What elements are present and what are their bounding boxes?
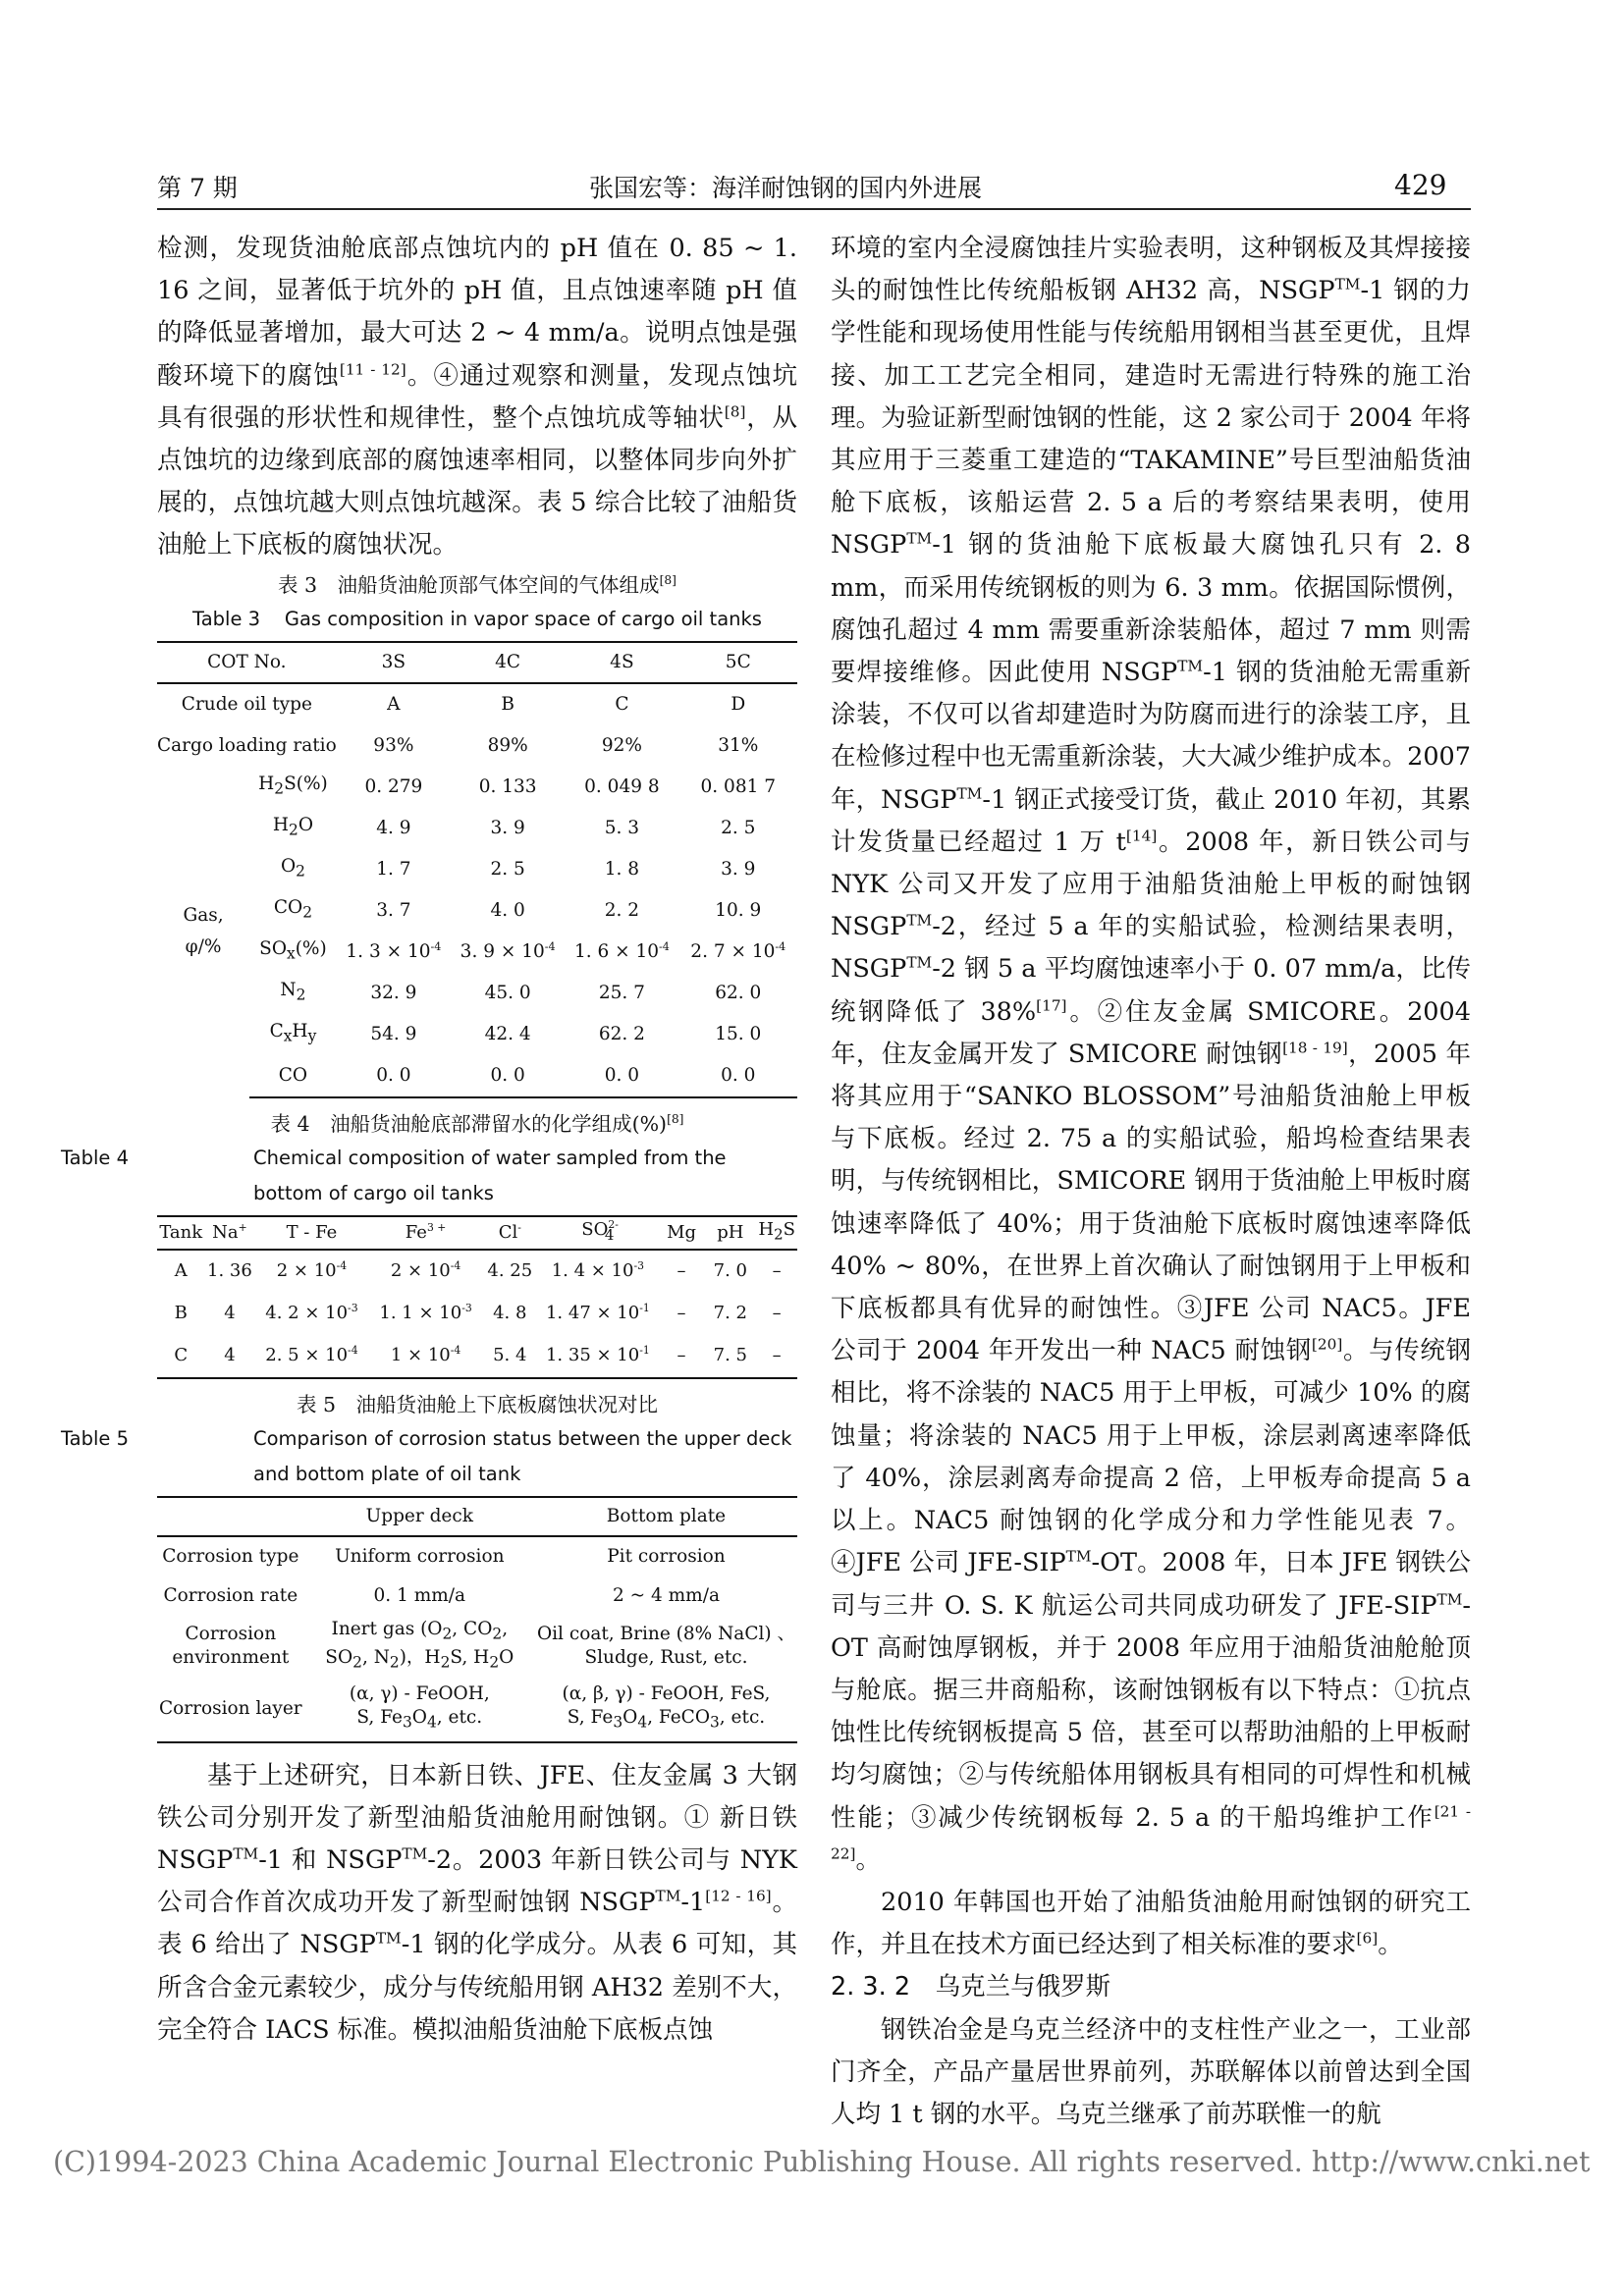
table3-caption-en: Table 3 Gas composition in vapor space of cargo oil tanks [192, 607, 762, 630]
right-column [831, 228, 1471, 2136]
copyright-footer: (C)1994-2023 China Academic Journal Electronic Publishing House. All rights reserved. http://www.cnki.net [53, 2146, 1591, 2178]
table-row: $O_2$ 1. 7 2. 5 1. 8 3. 9 [280, 856, 756, 881]
paragraph: 钢铁冶金是乌克兰经济中的支柱性产业之一，工业部门齐全，产品产量居世界前列，苏联解体以前曾达到全国人均 1 t 钢的水平。乌克兰继承了前苏联惟一的航 [831, 2014, 1471, 2129]
paragraph: 基于上述研究，日本新日铁、JFE、住友金属 3 大钢铁公司分别开发了新型油船货油舱用耐蚀钢。① 新日铁 NSGP™-1 和 NSGP™-2。2003 年新日铁公司与 NYK 公司合作首次成功开发了新型耐蚀钢 NSGP™-1[12 - 16]。表 6 给出了 NSGP™-1 钢的化学成分。从表 6 可知，其所含合金元素较少，成分与传统船用钢 AH32 差别不大，完全符合 IACS 标准。模拟油船货油舱下底板点蚀 [157, 1760, 797, 2045]
table3-caption-zh: 表 3 油船货油舱顶部气体空间的气体组成[8] [278, 572, 677, 597]
table4-caption-en: Table 4 Chemical composition of water sampled from the bottom of cargo oil tanks [61, 1146, 727, 1204]
citation: [21 - 22] [831, 1802, 1471, 1863]
citation: [20] [1311, 1335, 1343, 1354]
table-row: Corrosion rate 0. 1 mm/a 2 ~ 4 mm/a [163, 1584, 720, 1606]
table-4 [157, 1215, 797, 1379]
table-row: $N_2$ 32. 9 45. 0 25. 7 62. 0 [280, 980, 762, 1004]
citation: [17] [1036, 996, 1067, 1015]
table-header-row: Upper deck Bottom plate [157, 1497, 797, 1536]
table-row: Gas, φ/% $H_2S(\%)$ 0. 279 0. 133 0. 049 8 0. 081 7 [157, 767, 797, 808]
section-heading: 2. 3. 2 乌克兰与俄罗斯 [831, 1972, 1111, 2002]
table-row: $C_xH_y$ 54. 9 42. 4 62. 2 15. 0 [269, 1021, 762, 1045]
table4-caption-zh: 表 4 油船货油舱底部滞留水的化学组成(%)[8] [270, 1111, 684, 1136]
table5-caption-en: Table 5 Comparison of corrosion status between the upper deck and bottom plate of oil tank [61, 1426, 792, 1485]
left-column [61, 228, 797, 2052]
table-row: $H_2O$ 4. 9 3. 9 5. 3 2. 5 [272, 815, 756, 839]
table-row: Corrosion type Uniform corrosion Pit corrosion [162, 1545, 726, 1567]
paragraph: 2010 年韩国也开始了油船货油舱用耐蚀钢的研究工作，并且在技术方面已经达到了相关标准的要求[6]。 [831, 1887, 1471, 1960]
citation: [14] [1125, 827, 1158, 845]
table-header-row: COT No. 3S 4C 4S 5C [157, 642, 797, 683]
page-number: 429 [1394, 169, 1447, 201]
citation: [8] [724, 402, 746, 421]
table-row: Crude oil type A B C D [181, 693, 746, 715]
running-title: 张国宏等：海洋耐蚀钢的国内外进展 [589, 174, 983, 202]
paragraph: 环境的室内全浸腐蚀挂片实验表明，这种钢板及其焊接接头的耐蚀性比传统船板钢 AH32 高，NSGP™-1 钢的力学性能和现场使用性能与传统船用钢相当甚至更优，且焊接、加工工艺完全相同，建造时无需进行特殊的施工治理。为验证新型耐蚀钢的性能，这 2 家公司于 2004 年将其应用于三菱重工建造的“TAKAMINE”号巨型油船货油舱下底板，该船运营 2. 5 a 后的考察结果表明，使用 NSGP™-1 钢的货油舱下底板最大腐蚀孔只有 2. 8 mm，而采用传统钢板的则为 6. 3 mm。依据国际惯例，腐蚀孔超过 4 mm 需要重新涂装船体，超过 7 mm 则需要焊接维修。因此使用 NSGP™-1 钢的货油舱无需重新涂装，不仅可以省却建造时为防腐而进行的涂装工序，且在检修过程中也无需重新涂装，大大减少维护成本。2007 年，NSGP™-1 钢正式接受订货，截止 2010 年初，其累计发货量已经超过 1 万 t[14]。2008 年，新日铁公司与 NYK 公司又开发了应用于油船货油舱上甲板的耐蚀钢 NSGP™-2，经过 5 a 年的实船试验，检测结果表明，NSGP™-2 钢 5 a 平均腐蚀速率小于 0. 07 mm/a，比传统钢降低了 38%[17]。②住友金属 SMICORE。2004 年，住友金属开发了 SMICORE 耐蚀钢[18 - 19]，2005 年将其应用于“SANKO BLOSSOM”号油船货油舱上甲板与下底板。经过 2. 75 a 的实船试验，船坞检查结果表明，与传统钢相比，SMICORE 钢用于货油舱上甲板时腐蚀速率降低了 40%；用于货油舱下底板时腐蚀速率降低 40% ~ 80%，在世界上首次确认了耐蚀钢用于上甲板和下底板都具有优异的耐蚀性。③JFE 公司 NAC5。JFE 公司于 2004 年开发出一种 NAC5 耐蚀钢[20]。与传统钢相比，将不涂装的 NAC5 用于上甲板，可减少 10% 的腐蚀量；将涂装的 NAC5 用于上甲板，涂层剥离速率降低了 40%，涂层剥离寿命提高 2 倍，上甲板寿命提高 5 a 以上。NAC5 耐蚀钢的化学成分和力学性能见表 7。④JFE 公司 JFE-SIP™-OT。2008 年，日本 JFE 钢铁公司与三井 O. S. K 航运公司共同成功研发了 JFE-SIP™-OT 高耐蚀厚钢板，并于 2008 年应用于油船货油舱舱顶与舱底。据三井商船称，该耐蚀钢板有以下特点：①抗点蚀性比传统钢板提高 5 倍，甚至可以帮助油船的上甲板耐均匀腐蚀；②与传统船体用钢板具有相同的可焊性和机械性能；③减少传统钢板每 2. 5 a 的干船坞维护工作[21 - 22]。 [831, 234, 1472, 1875]
table-row: CO 0. 0 0. 0 0. 0 0. 0 [157, 1055, 797, 1097]
citation: [18 - 19] [1282, 1039, 1348, 1057]
issue-label: 第 7 期 [157, 174, 238, 202]
header-rule [157, 208, 1471, 210]
citation: [6] [1356, 1929, 1379, 1948]
table-row: Corrosion environment Inert gas ($O_2$, $CO_2$, $SO_2$, $N_2$)，$H_2S$, $H_2O$ Oil coat, Brine (8% NaCl) 、 Sludge, Rust, etc. [172, 1618, 795, 1672]
table-row: $SO_x(\%)$ 1. $3 \times 10^{-4}$ 3. $9 \times 10^{-4}$ 1. $6 \times 10^{-4}$ 2. $7 \times 10^{-4}$ [259, 938, 786, 963]
table-row: $CO_2$ 3. 7 4. 0 2. 2 10. 9 [273, 897, 762, 922]
table-row: Cargo loading ratio 93% 89% 92% 31% [157, 734, 759, 756]
citation: [11 - 12] [339, 360, 406, 379]
gas-label: Gas, φ/% [183, 905, 224, 958]
table-header-row: Tank Na+ T - Fe $Fe^{3 +}$ Cl- $SO^{2-}_4$ Mg pH $H_2S$ [157, 1216, 797, 1250]
citation: [12 - 16] [705, 1887, 772, 1905]
table-row: B 4 4. $2 \times 10^{-3}$ 1. $1 \times 10^{-3}$ 4. 8 1. $47 \times 10^{-1}$ – 7. 2 – [174, 1302, 782, 1324]
table-3 [157, 641, 797, 1098]
table5-caption-zh: 表 5 油船货油舱上下底板腐蚀状况对比 [296, 1392, 659, 1416]
paragraph: 检测，发现货油舱底部点蚀坑内的 pH 值在 0. 85 ~ 1. 16 之间，显著低于坑外的 pH 值，且点蚀速率随 pH 值的降低显著增加，最大可达 2 ~ 4 mm/a。说明点蚀是强酸环境下的腐蚀[11 - 12]。④通过观察和测量，发现点蚀坑具有很强的形状性和规律性，整个点蚀坑成等轴状[8]，从点蚀坑的边缘到底部的腐蚀速率相同，以整体同步向外扩展的，点蚀坑越大则点蚀坑越深。表 5 综合比较了油船货油舱上下底板的腐蚀状况。 [157, 234, 797, 561]
table-row: C 4 2. $5 \times 10^{-4}$ $1 \times 10^{-4}$ 5. 4 1. $35 \times 10^{-1}$ – 7. 5 – [157, 1335, 797, 1378]
table-row: Corrosion layer (α, γ) - FeOOH, S, $Fe_3O_4$, etc. (α, β, γ) - FeOOH, FeS, S, $Fe_3O_4$, FeCO$_3$, etc. [157, 1677, 797, 1742]
table-row: A 1. 36 $2 \times 10^{-4}$ $2 \times 10^{-4}$ 4. 25 1. $4 \times 10^{-3}$ – 7. 0 – [174, 1259, 782, 1282]
table-5 [157, 1496, 797, 1743]
